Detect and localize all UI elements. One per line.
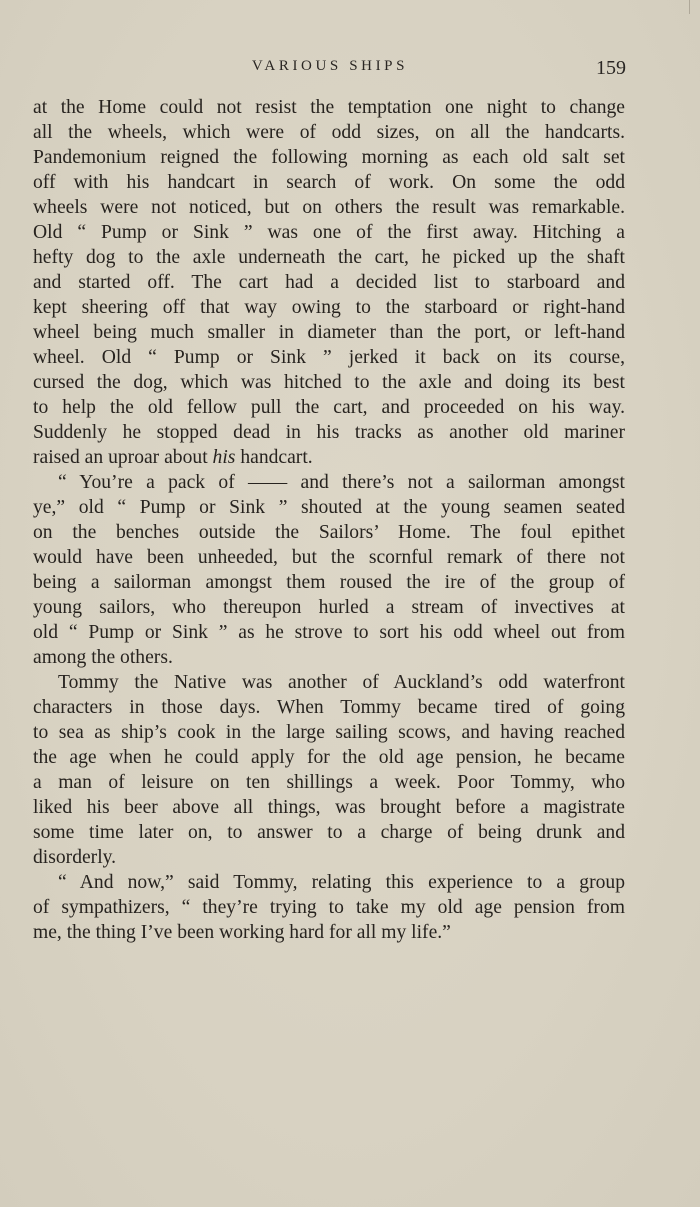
scan-edge-mark [689,0,696,14]
text-line: off with his handcart in search of work. On some the odd [33,172,625,193]
text-line-paragraph-end: me, the thing I’ve been working hard for all my life.” [33,922,451,943]
text-line: at the Home could not resist the temptation one night to change [33,97,625,118]
text-line: on the benches outside the Sailors’ Home. The foul epithet [33,522,625,543]
text-line: ye,” old “ Pump or Sink ” shouted at the young seamen seated [33,497,625,518]
text-line: Pandemonium reigned the following morning as each old salt set [33,147,625,168]
text-line: liked his beer above all things, was brought before a magistrate [33,797,625,818]
text-line: kept sheering off that way owing to the starboard or right-hand [33,297,625,318]
page-header [33,58,627,82]
text-line: cursed the dog, which was hitched to the axle and doing its best [33,372,625,393]
emphasis-his: his [212,447,236,468]
text-line: wheels were not noticed, but on others the result was remarkable. [33,197,625,218]
text-line-paragraph-start: “ You’re a pack of —— and there’s not a sailorman amongst [58,472,625,493]
text-line-paragraph-start: Tommy the Native was another of Auckland’s odd waterfront [58,672,625,693]
text-line-paragraph-end: raised an uproar about his handcart. [33,447,313,468]
text-line: a man of leisure on ten shillings a week. Poor Tommy, who [33,772,625,793]
text-line: of sympathizers, “ they’re trying to take my old age pension from [33,897,625,918]
text-line: some time later on, to answer to a charge of being drunk and [33,822,625,843]
text-line-paragraph-end: among the others. [33,647,173,668]
text-line: characters in those days. When Tommy became tired of going [33,697,625,718]
text-line: and started off. The cart had a decided list to starboard and [33,272,625,293]
text-line: all the wheels, which were of odd sizes, on all the handcarts. [33,122,625,143]
running-head: VARIOUS SHIPS [251,58,409,74]
text-line: being a sailorman amongst them roused the ire of the group of [33,572,625,593]
text-line: young sailors, who thereupon hurled a stream of invectives at [33,597,625,618]
text-line-paragraph-start: “ And now,” said Tommy, relating this experience to a group [58,872,625,893]
text-line: old “ Pump or Sink ” as he strove to sort his odd wheel out from [33,622,625,643]
text-line-paragraph-end: disorderly. [33,847,117,868]
text-line: wheel. Old “ Pump or Sink ” jerked it back on its course, [33,347,625,368]
text-line: the age when he could apply for the old age pension, he became [33,747,625,768]
body-text [33,95,625,945]
text-line: to help the old fellow pull the cart, and proceeded on his way. [33,397,625,418]
text-line: to sea as ship’s cook in the large sailing scows, and having reached [33,722,625,743]
page-number: 159 [596,57,626,79]
text-line: hefty dog to the axle underneath the cart, he picked up the shaft [33,247,625,268]
text-line: would have been unheeded, but the scornful remark of there not [33,547,625,568]
text-line: Old “ Pump or Sink ” was one of the first away. Hitching a [33,222,625,243]
text-line: Suddenly he stopped dead in his tracks as another old mariner [33,422,625,443]
text-line: wheel being much smaller in diameter than the port, or left-hand [33,322,625,343]
